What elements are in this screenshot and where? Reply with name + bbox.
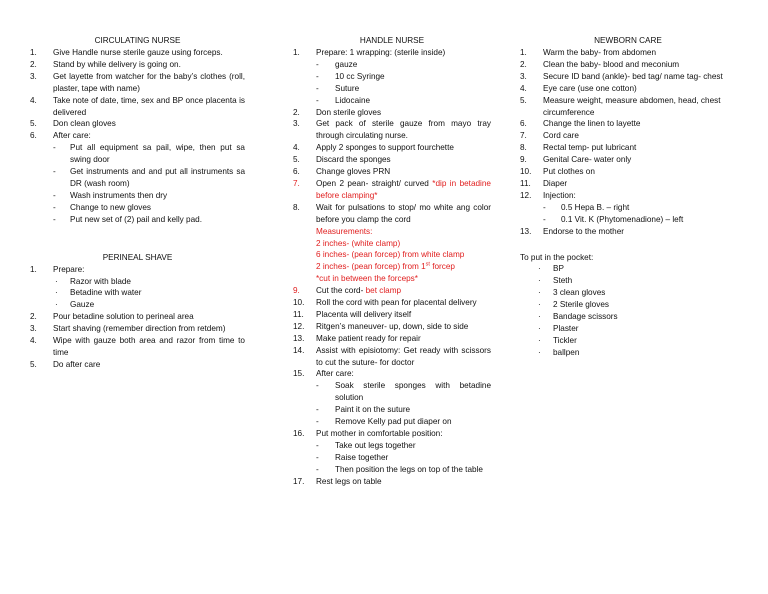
step-text-main: Open 2 pean- straight/ curved [316, 178, 433, 188]
step-number: 8. [293, 202, 300, 212]
list-item [520, 59, 736, 71]
step-text: Pour betadine solution to perineal area [53, 312, 194, 322]
list-item [293, 345, 491, 369]
step-number: 12. [520, 190, 532, 200]
step-text: Don clean gloves [53, 119, 116, 129]
step-number: 14. [293, 345, 305, 355]
pocket-list [520, 263, 736, 358]
step-number: 5. [293, 155, 300, 165]
step-text: Assist with episiotomy: Get ready with scissors to cut the suture- for doctor [316, 345, 491, 367]
step-text: Rest legs on table [316, 476, 382, 486]
list-item: · Steth [536, 275, 736, 287]
step-text: After care: [53, 131, 91, 141]
list-item [30, 130, 245, 142]
list-item: - 0.1 Vit. K (Phytomenadione) – left [543, 214, 736, 226]
step-text: Give Handle nurse sterile gauze using forceps. [53, 48, 223, 57]
handle-aftercare-list [316, 380, 491, 428]
step-text: Ritgen’s maneuver- up, down, side to side [316, 321, 469, 331]
step-text: Apply 2 sponges to support fourchette [316, 143, 454, 153]
step-number: 9. [293, 286, 300, 296]
list-item [520, 95, 736, 119]
step-number: 1. [30, 264, 37, 274]
step-text: Eye care (use one cotton) [543, 83, 637, 93]
step-text: Placenta will delivery itself [316, 309, 412, 319]
list-item: - Wash instruments then dry [53, 190, 245, 202]
newborn-care-title: NEWBORN CARE [594, 36, 662, 45]
list-item [293, 166, 491, 178]
list-item: - Suture [316, 83, 491, 95]
list-item [520, 130, 736, 142]
list-item [520, 190, 736, 226]
list-item [293, 178, 491, 202]
step-text: Clean the baby- blood and meconium [543, 59, 680, 69]
step-text: Get pack of sterile gauze from mayo tray through circulating nurse. [316, 119, 491, 141]
list-item: - Raise together [316, 452, 491, 464]
list-item: · Bandage scissors [536, 311, 736, 323]
step-number: 13. [520, 226, 532, 236]
list-item [30, 359, 245, 371]
list-item: - Lidocaine [316, 95, 491, 107]
step-text: Measure weight, measure abdomen, head, chest circumference [543, 95, 721, 117]
step-text-red-note: bet clamp [365, 286, 402, 296]
perineal-shave-title: PERINEAL SHAVE [102, 252, 173, 262]
step-text: Start shaving (remember direction from retdem) [53, 324, 226, 334]
perineal-shave-section [30, 252, 245, 371]
measurement-line: 2 inches- (white clamp) [316, 238, 401, 248]
step-number: 3. [30, 324, 37, 334]
pocket-section [520, 252, 736, 359]
step-number: 10. [293, 298, 305, 308]
step-number: 6. [293, 167, 300, 177]
list-item: - Put new set of (2) pail and kelly pad. [53, 214, 245, 226]
step-number: 5. [30, 359, 37, 369]
list-item: - Then position the legs on top of the table [316, 464, 491, 476]
list-item [293, 202, 491, 285]
step-number: 9. [520, 155, 527, 165]
list-item [293, 297, 491, 309]
step-text: Diaper [543, 178, 568, 188]
step-number: 2. [30, 59, 37, 69]
step-text: Wipe with gauze both area and razor from time to time [53, 336, 245, 357]
list-item: - gauze [316, 59, 491, 71]
step-text: Cord care [543, 131, 579, 141]
step-text: Take note of date, time, sex and BP once placenta is delivered [53, 95, 245, 117]
list-item: · Razor with blade [53, 276, 245, 288]
step-number: 2. [520, 59, 527, 69]
list-item: · BP [536, 263, 736, 275]
list-item [520, 71, 736, 83]
list-item [520, 142, 736, 154]
list-item [520, 226, 736, 238]
step-number: 16. [293, 429, 305, 438]
list-item: · ballpen [536, 347, 736, 359]
step-text: Put clothes on [543, 167, 595, 177]
step-text: Make patient ready for repair [316, 333, 421, 343]
step-number: 3. [520, 71, 527, 81]
measurement-line [316, 261, 491, 273]
step-text [316, 178, 491, 202]
list-item: · 3 clean gloves [536, 287, 736, 299]
step-text: Prepare: 1 wrapping: (sterile inside) [316, 48, 446, 57]
list-item [520, 178, 736, 190]
perineal-steps [30, 264, 245, 371]
newborn-steps [520, 47, 736, 238]
measurement-line: *cut in between the forceps* [316, 274, 418, 284]
list-item [520, 166, 736, 178]
step-text: Prepare: [53, 264, 85, 274]
step-text: Don sterile gloves [316, 107, 382, 117]
handle-nurse-title: HANDLE NURSE [359, 36, 425, 45]
handle-wrapping-list [316, 59, 491, 107]
list-item: - Remove Kelly pad put diaper on [316, 416, 491, 428]
step-number: 4. [30, 95, 37, 105]
list-item [30, 311, 245, 323]
step-number: 8. [520, 143, 527, 153]
list-item: - 10 cc Syringe [316, 71, 491, 83]
list-item [30, 47, 245, 59]
measurements-block [316, 226, 491, 286]
list-item [293, 107, 491, 119]
step-number: 2. [30, 312, 37, 322]
list-item [520, 47, 736, 59]
step-number: 1. [293, 48, 300, 57]
step-text: Secure ID band (ankle)- bed tag/ name tag- chest [543, 71, 723, 81]
list-item [293, 47, 491, 107]
step-text: Change gloves PRN [316, 167, 391, 177]
step-text: Put mother in comfortable position: [316, 429, 443, 438]
step-number: 2. [293, 107, 300, 117]
step-number: 4. [293, 143, 300, 153]
measurements-label: Measurements: [316, 226, 373, 236]
column-left [30, 35, 245, 371]
handle-position-list [316, 440, 491, 476]
step-number: 5. [520, 95, 527, 105]
step-text: Stand by while delivery is going on. [53, 59, 181, 69]
list-item: · Betadine with water [53, 287, 245, 299]
step-number: 6. [30, 131, 37, 141]
step-number: 12. [293, 321, 305, 331]
list-item: · Plaster [536, 323, 736, 335]
list-item [30, 323, 245, 335]
circulating-nurse-title: CIRCULATING NURSE [94, 36, 181, 45]
list-item: - Soak sterile sponges with betadine solution [316, 380, 491, 404]
step-text: Do after care [53, 359, 101, 369]
step-number: 7. [293, 178, 300, 188]
step-number: 3. [293, 119, 300, 129]
superscript: st [425, 261, 430, 268]
step-text: Endorse to the mother [543, 226, 625, 236]
measurement-line-text: 2 inches- (pean forcep) from 1 [316, 262, 426, 272]
step-number: 6. [520, 119, 527, 129]
list-item [293, 321, 491, 333]
step-text: After care: [316, 369, 354, 379]
list-item [293, 309, 491, 321]
list-item [293, 285, 491, 297]
step-text: Get layette from watcher for the baby’s clothes (roll, plaster, tape with name) [53, 71, 245, 93]
pocket-title: To put in the pocket: [520, 252, 594, 262]
step-text: Genital Care- water only [543, 155, 632, 165]
column-right [520, 35, 736, 359]
circulating-steps [30, 47, 245, 142]
column-middle [293, 35, 491, 488]
list-item [30, 118, 245, 130]
list-item: - 0.5 Hepa B. – right [543, 202, 736, 214]
step-number: 7. [520, 131, 527, 141]
step-text: Roll the cord with pean for placental delivery [316, 298, 477, 308]
step-text: Wait for pulsations to stop/ mo white ang color before you clamp the cord [316, 202, 491, 224]
step-number: 4. [520, 83, 527, 93]
measurement-line-tail: forcep [429, 262, 455, 272]
step-number: 17. [293, 476, 305, 486]
list-item [520, 154, 736, 166]
list-item [30, 71, 245, 95]
list-item [520, 83, 736, 95]
step-text: Warm the baby- from abdomen [543, 48, 657, 57]
list-item: - Take out legs together [316, 440, 491, 452]
step-text [316, 285, 491, 297]
step-text: Rectal temp- put lubricant [543, 143, 637, 153]
step-number: 10. [520, 167, 532, 177]
step-number: 13. [293, 333, 305, 343]
step-number: 11. [293, 309, 304, 319]
list-item [293, 476, 491, 488]
list-item [293, 142, 491, 154]
step-text-red-note: *dip in betadine before clamping* [316, 178, 491, 200]
list-item: · Gauze [53, 299, 245, 311]
list-item [293, 368, 491, 428]
list-item: - Put all equipment sa pail, wipe, then put sa swing door [53, 142, 245, 166]
handle-steps [293, 47, 491, 488]
newborn-injection-list [543, 202, 736, 226]
list-item [30, 95, 245, 119]
list-item [520, 118, 736, 130]
list-item [30, 264, 245, 312]
list-item: - Change to new gloves [53, 202, 245, 214]
step-number: 1. [520, 48, 527, 57]
step-text-main: Cut the cord- [316, 286, 366, 296]
list-item [293, 333, 491, 345]
list-item: - Paint it on the suture [316, 404, 491, 416]
step-number: 11. [520, 178, 531, 188]
step-number: 5. [30, 119, 37, 129]
step-number: 15. [293, 369, 305, 379]
list-item [293, 118, 491, 142]
list-item [293, 428, 491, 476]
step-number: 1. [30, 48, 37, 57]
list-item: - Get instruments and and put all instruments sa DR (wash room) [53, 166, 245, 190]
perineal-prepare-list [53, 276, 245, 312]
circulating-aftercare-list [30, 142, 245, 225]
step-text: Discard the sponges [316, 155, 391, 165]
list-item [293, 154, 491, 166]
measurement-line: 6 inches- (pean forcep) from white clamp [316, 250, 465, 260]
list-item: · 2 Sterile gloves [536, 299, 736, 311]
step-text: Change the linen to layette [543, 119, 641, 129]
list-item [30, 59, 245, 71]
list-item: · Tickler [536, 335, 736, 347]
step-number: 4. [30, 336, 37, 346]
list-item [30, 335, 245, 359]
step-text: Injection: [543, 190, 576, 200]
step-number: 3. [30, 71, 37, 81]
